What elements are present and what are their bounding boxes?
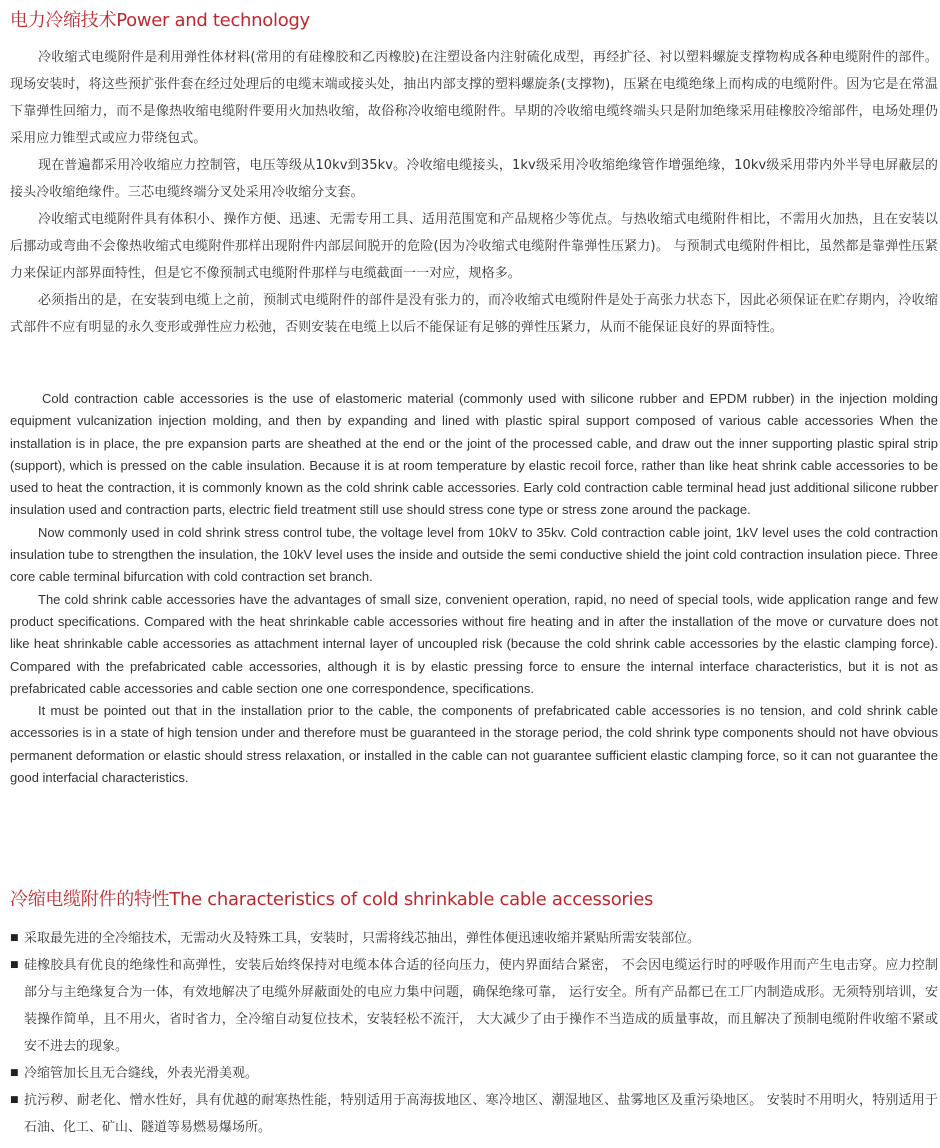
en-paragraph: It must be pointed out that in the installation prior to the cable, the components of prefabricated cable accessories is no tension, and cold shrink cable accessories is in a state of high tension under and therefore must be guaranteed in the storage period, the cold shrink type components should not have obvious permanent deformation or elastic should stress relaxation, or installed in the cable can not guarantee sufficient elastic clamping force, so it can not guarantee the good interfacial characteristics. bbox=[10, 703, 938, 786]
section-title-characteristics: 冷缩电缆附件的特性The characteristics of cold shrinkable cable accessories bbox=[10, 889, 654, 910]
en-paragraph: Now commonly used in cold shrink stress control tube, the voltage level from 10kV to 35kv. Cold contraction cable joint, 1kV level uses the cold contraction insulation tube to strengthen the insulation, the 10kV level uses the inside and outside the semi conductive shield the joint cold contraction insulation piece. Three core cable terminal bifurcation with cold contraction set branch. bbox=[10, 524, 938, 585]
square-bullet-icon: ■ bbox=[10, 960, 19, 970]
en-paragraph: The cold shrink cable accessories have the advantages of small size, convenient operation, rapid, no need of special tools, wide application range and few product specifications. Compared with the heat shrinkable cable accessories without fire heating and in after the installation of the move or curvature does not like heat shrinkable cable accessories as attachment internal layer of uncoupled risk (because the cold shrink cable accessories by the elastic clamping force). Compared with the prefabricated cable accessories, although it is by elastic pressing force to ensure the internal interface characteristics, but it is not as prefabricated cable accessories and cable section one one correspondence, specifications. bbox=[10, 591, 938, 696]
feature-text: 硅橡胶具有优良的绝缘性和高弹性，安装后始终保持对电缆本体合适的径向压力，使内界面结合紧密， 不会因电缆运行时的呼吸作用而产生电击穿。应力控制部分与主绝缘复合为一体，有效地解决了电缆外屏蔽面处的电应力集中问题，确保绝缘可靠， 运行安全。所有产品都已在工厂内制造成形。无须特别培训，安装操作简单，且不用火，省时省力，全冷缩自动复位技术，安装轻松不流汗， 大大减少了由于操作不当造成的质量事故，而且解决了预制电缆附件收缩不紧或安不进去的现象。 bbox=[24, 958, 938, 1054]
cn-paragraph: 现在普遍都采用冷收缩应力控制管，电压等级从10kv到35kv。冷收缩电缆接头，1kv级采用冷收缩绝缘管作增强绝缘，10kv级采用带内外半导电屏蔽层的接头冷收缩绝缘件。三芯电缆终端分叉处采用冷收缩分支套。 bbox=[10, 158, 938, 200]
cn-paragraph: 冷收缩式电缆附件是利用弹性体材料(常用的有硅橡胶和乙丙橡胶)在注塑设备内注射硫化成型，再经扩径、衬以塑料螺旋支撑物构成各种电缆附件的部件。现场安装时，将这些预扩张件套在经过处理后的电缆末端或接头处，抽出内部支撑的塑料螺旋条(支撑物)，压紧在电缆绝缘上而构成的电缆附件。因为它是在常温下靠弹性回缩力，而不是像热收缩电缆附件要用火加热收缩，故俗称冷收缩电缆附件。早期的冷收缩电缆终端头只是附加绝缘采用硅橡胶冷缩部件，电场处理仍采用应力锥型式或应力带绕包式。 bbox=[10, 50, 938, 146]
square-bullet-icon: ■ bbox=[10, 1095, 19, 1105]
cn-paragraph: 必须指出的是，在安装到电缆上之前，预制式电缆附件的部件是没有张力的，而冷收缩式电缆附件是处于高张力状态下，因此必须保证在贮存期内，冷收缩式部件不应有明显的永久变形或弹性应力松弛，否则安装在电缆上以后不能保证有足够的弹性压紧力，从而不能保证良好的界面特性。 bbox=[10, 293, 938, 335]
en-paragraph: Cold contraction cable accessories is the use of elastomeric material (commonly used with silicone rubber and EPDM rubber) in the injection molding equipment vulcanization injection molding, and then by expanding and lined with plastic spiral support composed of various cable accessories When the installation is in place, the pre expansion parts are sheathed at the end or the joint of the processed cable, and draw out the inner supporting plastic spiral strip (support), which is pressed on the cable insulation. Because it is at room temperature by elastic recoil force, rather than like heat shrink cable accessories to be used to heat the contraction, it is commonly known as the cold shrink cable accessories. Early cold contraction cable terminal head just additional silicone rubber insulation used and contraction parts, electric field treatment still use should stress cone type or stress zone around the package. bbox=[10, 391, 938, 518]
feature-text: 抗污秽、耐老化、憎水性好，具有优越的耐寒热性能，特别适用于高海拔地区、寒冷地区、潮湿地区、盐雾地区及重污染地区。 安装时不用明火，特别适用于石油、化工、矿山、隧道等易燃易爆场所。 bbox=[24, 1093, 938, 1135]
feature-item bbox=[10, 952, 938, 1060]
cn-paragraph: 冷收缩式电缆附件具有体积小、操作方便、迅速、无需专用工具、适用范围宽和产品规格少等优点。与热收缩式电缆附件相比，不需用火加热，且在安装以后挪动或弯曲不会像热收缩式电缆附件那样出现附件内部层间脱开的危险(因为冷收缩式电缆附件靠弹性压紧力)。 与预制式电缆附件相比，虽然都是靠弹性压紧力来保证内部界面特性，但是它不像预制式电缆附件那样与电缆截面一一对应，规格多。 bbox=[10, 212, 938, 281]
feature-item bbox=[10, 1087, 938, 1141]
english-description bbox=[10, 388, 938, 789]
feature-item bbox=[10, 1060, 938, 1087]
feature-list bbox=[10, 925, 938, 1141]
chinese-description bbox=[10, 44, 938, 341]
section-title-power-technology: 电力冷缩技术Power and technology bbox=[10, 10, 310, 31]
square-bullet-icon: ■ bbox=[10, 1068, 19, 1078]
feature-text: 冷缩管加长且无合缝线，外表光滑美观。 bbox=[24, 1066, 259, 1081]
feature-text: 采取最先进的全冷缩技术，无需动火及特殊工具，安装时，只需将线芯抽出，弹性体便迅速收缩并紧贴所需安装部位。 bbox=[24, 931, 701, 946]
square-bullet-icon: ■ bbox=[10, 933, 19, 943]
feature-item bbox=[10, 925, 938, 952]
